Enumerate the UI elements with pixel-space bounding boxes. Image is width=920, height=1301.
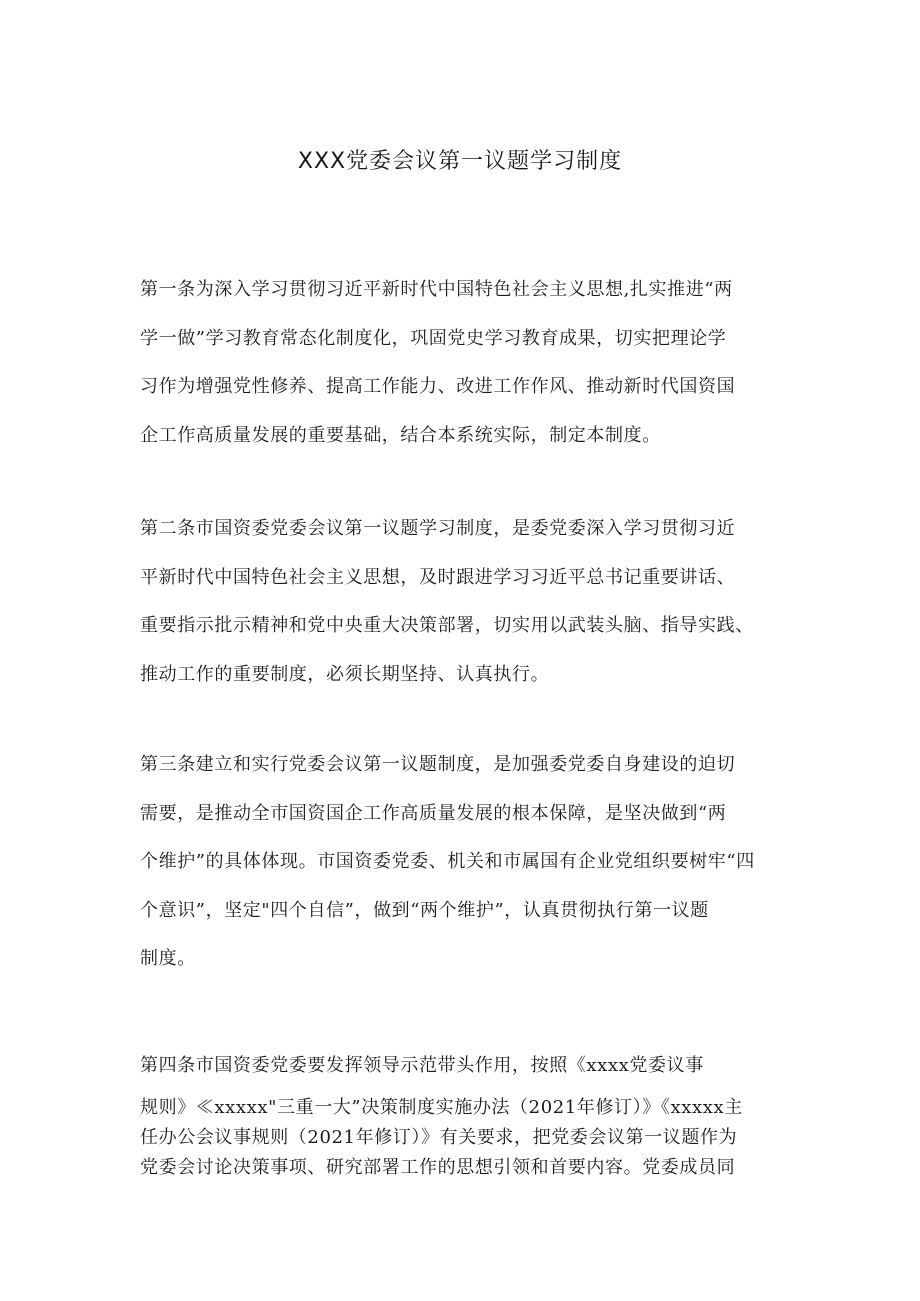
article-3-line: 个意识”，坚定"四个自信”，做到“两个维护”，认真贯彻执行第一议题 [140,899,709,921]
article-4-body [140,1093,800,1183]
article-1 [140,266,800,460]
article-1-line: 企工作高质量发展的重要基础，结合本系统实际，制定本制度。 [140,424,661,446]
article-1-line: 第一条为深入学习贯彻习近平新时代中国特色社会主义思想,扎实推进“两 [140,279,733,300]
article-2-line: 重要指示批示精神和党中央重大决策部署，切实用以武装头脑、指导实践、 [140,615,754,636]
article-3-line: 个维护”的具体体现。市国资委党委、机关和市属国有企业党组织要树牢“四 [140,851,755,872]
article-1-line: 习作为增强党性修养、提高工作能力、改进工作作风、推动新时代国资国 [140,376,736,397]
article-2 [140,505,800,699]
article-4-line: 第四条市国资委党委要发挥领导示范带头作用，按照《xxxx党委议事 [140,1055,704,1076]
article-3-line: 第三条建立和实行党委会议第一议题制度，是加强委党委自身建设的迫切 [140,754,736,775]
article-2-line: 平新时代中国特色社会主义思想，及时跟进学习习近平总书记重要讲话、 [140,566,736,588]
article-3-line: 制度。 [140,948,196,969]
article-1-line: 学一做”学习教育常态化制度化，巩固党史学习教育成果，切实把理论学 [140,327,727,349]
article-2-line: 第二条市国资委党委会议第一议题学习制度，是委党委深入学习贯彻习近 [140,518,736,539]
article-2-line: 推动工作的重要制度，必须长期坚持、认真执行。 [140,663,550,685]
article-4-first-line [140,1042,800,1090]
article-3-line: 需要，是推动全市国资国企工作高质量发展的根本保障，是坚决做到“两 [140,802,727,824]
article-3 [140,741,800,984]
document-title: XXX党委会议第一议题学习制度 [297,149,623,174]
article-4-line: 规则》≪xxxxx"三重一大”决策制度实施办法（2021年修订）》《xxxxx主 [140,1097,743,1118]
article-4-line: 任办公会议事规则（2021年修订）》有关要求，把党委会议第一议题作为 [140,1127,738,1148]
article-4-line: 党委会讨论决策事项、研究部署工作的思想引领和首要内容。党委成员同 [140,1157,736,1178]
